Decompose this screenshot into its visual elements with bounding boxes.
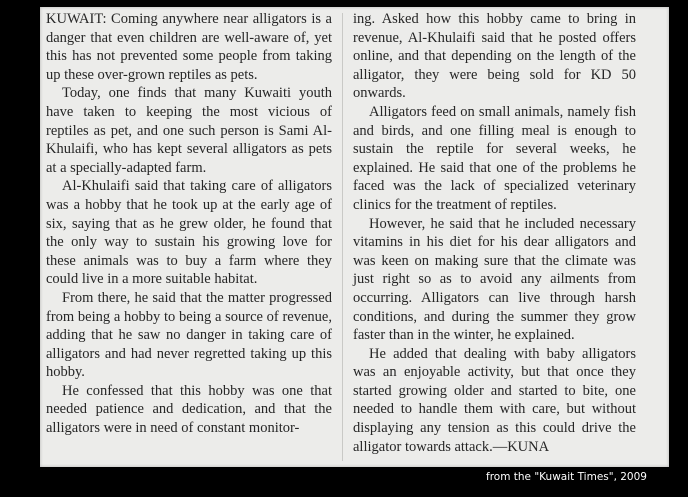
paragraph: He confessed that this hobby was one that needed patience and dedication, and that the alligators were in need of constant monitor- (46, 382, 332, 437)
paragraph: From there, he said that the matter progressed from being a hobby to being a source of revenue, adding that he saw no danger in taking care of alligators and had never regretted taking up this hobby. (46, 289, 332, 381)
article-left-column (46, 10, 332, 438)
paragraph: He added that dealing with baby alligators was an enjoyable activity, but that once they started growing older and started to bite, one needed to handle them with care, but without displaying any tension as this could drive the alligator towards attack.—KUNA (353, 345, 636, 455)
article-right-column (353, 10, 636, 456)
paragraph: However, he said that he included necessary vitamins in his diet for his dear alligators and was keen on making sure that the climate was just right so as to avoid any ailments from occurring. Alligators can live through harsh conditions, and during the summer they grow faster than in the winter, he explained. (353, 215, 636, 344)
column-divider (342, 13, 343, 461)
paragraph: KUWAIT: Coming anywhere near alligators is a danger that even children are well-aware of, yet this has not prevented some people from taking up these over-grown reptiles as pets. (46, 11, 332, 83)
paragraph: Today, one finds that many Kuwaiti youth have taken to keeping the most vicious of reptiles as pet, and one such person is Sami Al-Khulaifi, who has kept several alligators as pets at a specially-adapted farm. (46, 85, 332, 176)
newspaper-clipping (40, 7, 669, 467)
paragraph: ing. Asked how this hobby came to bring in revenue, Al-Khulaifi said that he posted offers online, and that depending on the length of the alligator, they were being sold for KD 50 onwards. (353, 11, 636, 102)
paragraph: Alligators feed on small animals, namely fish and birds, and one filling meal is enough to sustain the reptile for several weeks, he explained. He said that one of the problems he faced was the lack of specialized veterinary clinics for the treatment of reptiles. (353, 103, 636, 213)
source-caption: from the "Kuwait Times", 2009 (486, 471, 647, 483)
paragraph: Al-Khulaifi said that taking care of alligators was a hobby that he took up at the early age of six, saying that as he grew older, he found that the only way to sustain his growing love for these animals was to buy a farm where they could live in a more suitable habitat. (46, 178, 332, 288)
